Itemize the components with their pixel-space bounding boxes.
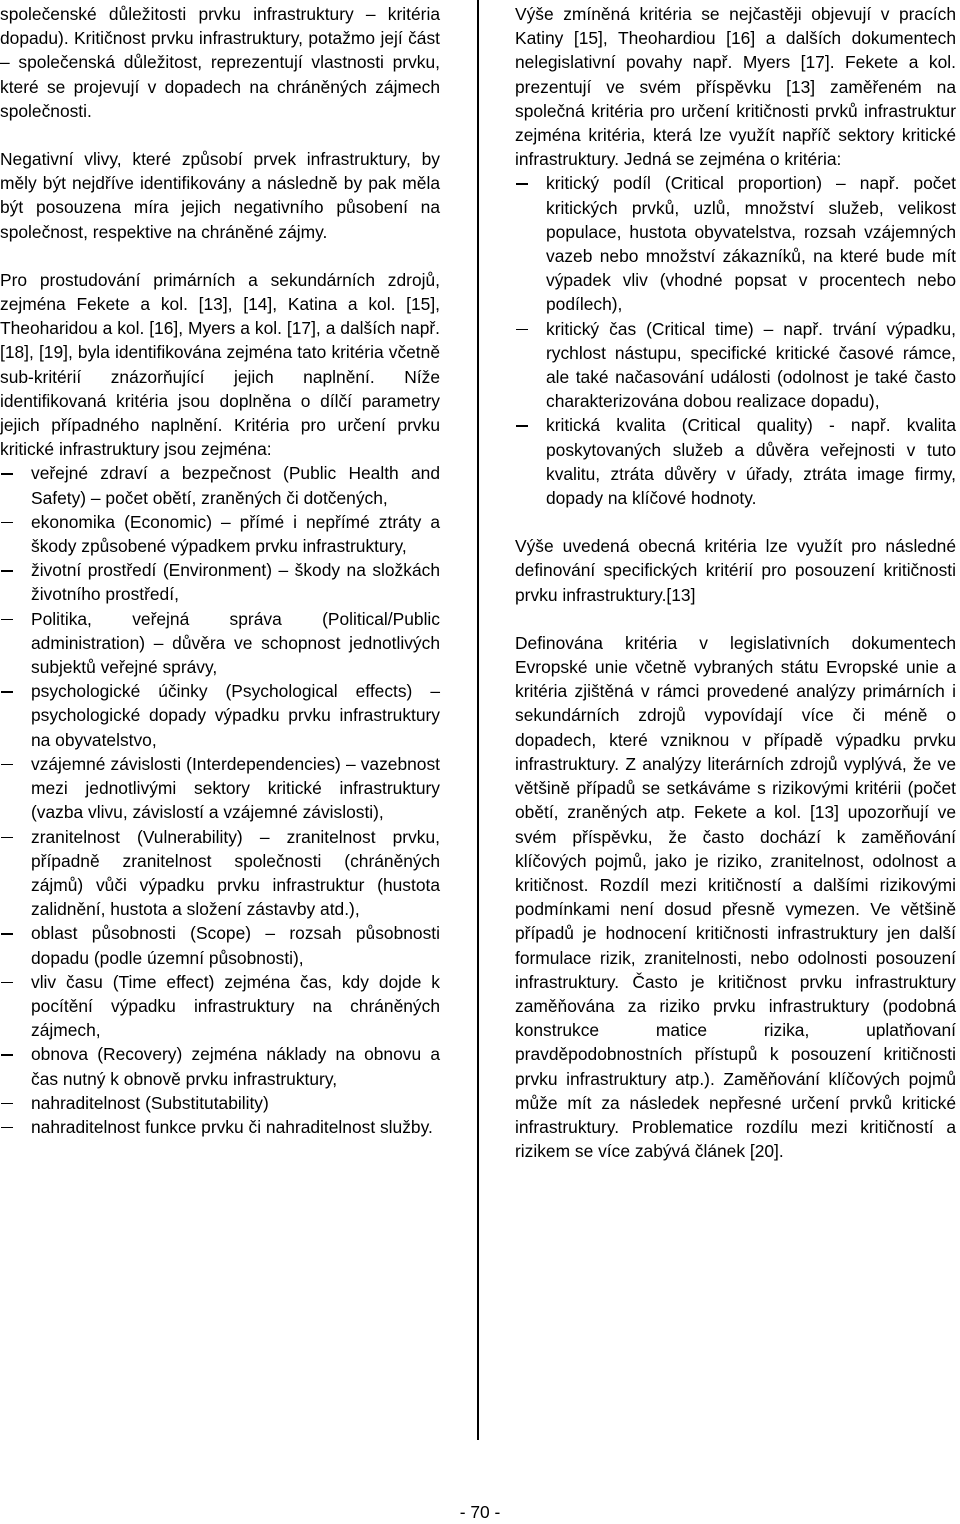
list-item — [0, 607, 440, 680]
page-number: - 70 - — [459, 1502, 501, 1522]
list-item-text: oblast působnosti (Scope) – rozsah působnosti dopadu (podle územní působnosti), — [31, 923, 440, 968]
criteria-list — [0, 461, 440, 1139]
right-column — [515, 2, 956, 1163]
criteria-list — [515, 171, 956, 510]
list-item — [0, 1115, 440, 1139]
list-item-text: vliv času (Time effect) zejména čas, kdy dojde k pocítění výpadku infrastruktury na chráněných zájmech, — [31, 971, 440, 1041]
dash-bullet-icon — [1, 1103, 13, 1105]
dash-bullet-icon — [1, 570, 13, 572]
dash-bullet-icon — [1, 691, 13, 693]
list-item — [0, 970, 440, 1043]
left-column — [0, 2, 440, 1139]
dash-bullet-icon — [516, 425, 528, 427]
list-item-text: kritická kvalita (Critical quality) - např. kvalita poskytovaných služeb a důvěra veřejnosti v tuto kvalitu, ztráta důvěry v úřady, ztráta image firmy, dopady na klíčové hodnoty. — [546, 415, 956, 509]
list-item — [0, 1042, 440, 1090]
list-item-text: obnova (Recovery) zejména náklady na obnovu a čas nutný k obnově prvku infrastruktury, — [31, 1044, 440, 1089]
paragraph: společenské důležitosti prvku infrastruktury – kritéria dopadu). Kritičnost prvku infrastruktury, potažmo její část – společenská důležitost, reprezentují vlastnosti prvku, které se projevují v dopadech na chráněných zájmech společnosti. — [0, 4, 440, 121]
paragraph: Výše uvedená obecná kritéria lze využít pro následné definování specifických kritérií pro posouzení kritičnosti prvku infrastruktury.[13] — [515, 536, 956, 605]
dash-bullet-icon — [1, 837, 13, 839]
list-item — [0, 510, 440, 558]
column-divider — [477, 0, 479, 1440]
dash-bullet-icon — [1, 933, 13, 935]
paragraph: Definována kritéria v legislativních dokumentech Evropské unie včetně vybraných státu Evropské unie a kritéria zjištěná v rámci provedené analýzy primárních i sekundárních zdrojů vypovídají více či méně o dopadech, které vzniknou v případě výpadku prvku infrastruktury. Z analýzy literárních zdrojů vyplývá, že ve většině případů se setkáváme s rizikovými kritérii (počet obětí, zraněných atp. Fekete a kol. [13] upozorňují ve svém příspěvku, že často dochází k zaměňování klíčových pojmů, jako je riziko, zranitelnost, odolnost a kritičnost. Rozdíl mezi kritičností a dalšími rizikovými podmínkami není dosud přesně vymezen. Ve většině případů je hodnocení kritičnosti infrastruktury jen další formulace rizik, zranitelnosti, nebo odolnosti posouzení infrastruktury. Často je kritičnost prvku infrastruktury zaměňována za riziko prvku infrastruktury (podobná konstrukce matice rizika, uplatňovaní pravděpodobnostních přístupů k posouzení kritičnosti prvku infrastruktury atp.). Zaměňování klíčových pojmů může mít za následek nepřesné určení prvků kritické infrastruktury. Problematice rozdílu mezi kritičností a rizikem se více zabývá článek [20]. — [515, 632, 956, 1162]
list-item-text: nahraditelnost funkce prvku či nahraditelnost služby. — [31, 1116, 433, 1137]
dash-bullet-icon — [1, 1054, 13, 1056]
list-item — [0, 558, 440, 606]
list-item-text: ekonomika (Economic) – přímé i nepřímé ztráty a škody způsobené výpadkem prvku infrastruktury, — [31, 511, 440, 557]
list-item-text: vzájemné závislosti (Interdependencies) – vazebnost mezi jednotlivými sektory kritické infrastruktury (vazba vlivu, závislostí a vzájemné závislosti), — [31, 753, 440, 823]
list-item-text: veřejné zdraví a bezpečnost (Public Health and Safety) – počet obětí, zraněných či dotčených, — [31, 463, 440, 508]
dash-bullet-icon — [1, 619, 13, 621]
list-item-text: nahraditelnost (Substitutability) — [31, 1092, 269, 1113]
list-item — [0, 679, 440, 752]
dash-bullet-icon — [1, 764, 13, 766]
list-item — [515, 413, 956, 510]
list-item — [0, 1091, 440, 1115]
list-item — [0, 752, 440, 825]
list-item-text: Politika, veřejná správa (Political/Public administration) – důvěra ve schopnost jednotlivých subjektů veřejné správy, — [31, 608, 440, 678]
list-item-text: kritický čas (Critical time) – např. trvání výpadku, rychlost nástupu, specifické kritické časové rámce, ale také načasování události (odolnost je také často charakterizována dobou realizace dopadu), — [546, 318, 956, 412]
list-item-text: kritický podíl (Critical proportion) – např. počet kritických prvků, uzlů, množství služeb, velikost populace, hustota obyvatelstva, rozsah vzájemných vazeb nebo množství zákazníků, na které bude mít výpadek vliv (vhodné popsat v procentech nebo podílech), — [546, 173, 956, 315]
dash-bullet-icon — [516, 329, 528, 331]
list-item — [515, 171, 956, 316]
list-item — [515, 317, 956, 414]
paragraph: Negativní vlivy, které způsobí prvek infrastruktury, by měly být nejdříve identifikovány a následně by pak měla být posouzena míra jejich negativního působení na společnost, respektive na chráněné zájmy. — [0, 149, 440, 242]
list-item-text: psychologické účinky (Psychological effects) – psychologické dopady výpadku prvku infrastruktury na obyvatelstvo, — [31, 681, 440, 750]
dash-bullet-icon — [1, 473, 13, 475]
dash-bullet-icon — [1, 1127, 13, 1129]
paragraph: Pro prostudování primárních a sekundárních zdrojů, zejména Fekete a kol. [13], [14], Katina a kol. [15], Theoharidou a kol. [16], Myers a kol. [17], a dalších např. [18], [19], byla identifikována zejména tato kritéria včetně sub-kritérií znázorňující jejich naplnění. Níže identifikovaná kritéria jsou doplněna o dílčí parametry jejich případného naplnění. Kritéria pro určení prvku kritické infrastruktury jsou zejména: — [0, 269, 440, 460]
list-item-text: životní prostředí (Environment) – škody na složkách životního prostředí, — [31, 560, 440, 605]
paragraph: Výše zmíněná kritéria se nejčastěji objevují v pracích Katiny [15], Theohardiou [16] a dalších dokumentech nelegislativní povahy např. Myers [17]. Fekete a kol. prezentují ve svém příspěvku [13] zaměřeném na společná kritéria pro určení kritičnosti prvků infrastruktur zejména kritéria, která lze využít napříč sektory kritické infrastruktury. Jedná se zejména o kritéria: — [515, 4, 956, 170]
dash-bullet-icon — [516, 183, 528, 185]
dash-bullet-icon — [1, 982, 13, 984]
dash-bullet-icon — [1, 522, 13, 524]
list-item — [0, 921, 440, 969]
list-item — [0, 461, 440, 509]
list-item-text: zranitelnost (Vulnerability) – zranitelnost prvku, případně zranitelnost společnosti (chráněných zájmů) vůči výpadku prvku infrastruktur (hustota zalidnění, hustota a složení zástavby atd.), — [31, 826, 440, 920]
list-item — [0, 825, 440, 922]
